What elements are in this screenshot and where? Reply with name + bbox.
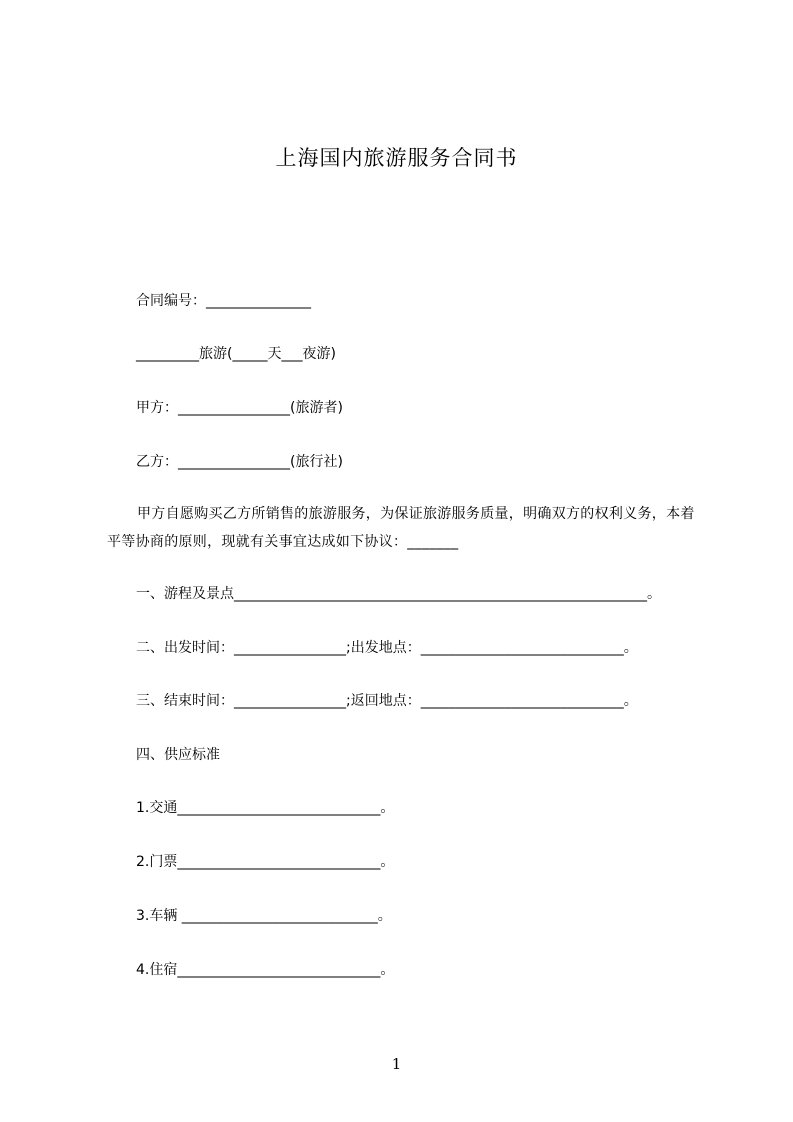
clause-supply-heading: 四、供应标准	[136, 747, 220, 763]
clause-departure: 二、出发时间：________________;出发地点：_____________________________。	[136, 640, 638, 656]
party-b-line: 乙方：________________(旅行社)	[136, 454, 343, 470]
supply-item-tickets: 2.门票_____________________________。	[136, 854, 395, 870]
supply-item-lodging: 4.住宿_____________________________。	[136, 962, 395, 978]
clause-itinerary: 一、游程及景点___________________________________________________________。	[136, 586, 661, 602]
party-a-line: 甲方：________________(旅游者)	[136, 400, 343, 416]
intro-paragraph: 甲方自愿购买乙方所销售的旅游服务，为保证旅游服务质量，明确双方的权利义务，本着平等协商的原则，现就有关事宜达成如下协议：_______	[107, 506, 695, 550]
contract-number-line: 合同编号：_______________	[136, 293, 311, 309]
supply-item-vehicle: 3.车辆 ____________________________。	[136, 908, 392, 924]
tour-line: _________旅游(_____天___夜游)	[136, 346, 336, 362]
page-title: 上海国内旅游服务合同书	[275, 146, 518, 170]
supply-item-transport: 1.交通_____________________________。	[136, 800, 395, 816]
page-number: 1	[391, 1055, 402, 1073]
clause-end: 三、结束时间：________________;返回地点：_____________________________。	[136, 693, 638, 709]
